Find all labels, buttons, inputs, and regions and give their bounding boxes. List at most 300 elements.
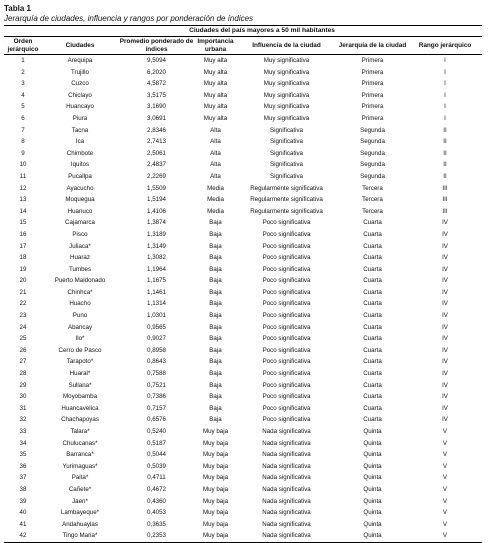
jerarquia-cell: Quinta [363, 428, 382, 435]
importancia-cell: Muy alta [203, 68, 228, 76]
orden-cell: 31 [19, 404, 27, 412]
promedio-cell: 1,0301 [147, 312, 166, 320]
importancia-cell: Muy baja [202, 462, 229, 470]
promedio-cell: 0,4360 [147, 497, 166, 505]
group-header: Ciudades del país mayores a 50 mil habitantes [42, 26, 482, 37]
promedio-cell: 9,5094 [147, 57, 166, 64]
orden-cell: 13 [19, 196, 27, 204]
influencia-cell: Poco significativa [262, 300, 311, 308]
orden-cell: 22 [19, 300, 27, 308]
promedio-cell: 1,3874 [147, 219, 166, 227]
orden-cell: 7 [21, 126, 25, 134]
influencia-cell: Poco significativa [262, 230, 311, 238]
importancia-cell: Muy baja [195, 530, 236, 542]
importancia-cell: Alta [210, 138, 221, 146]
jerarquia-cell: Quinta [363, 474, 382, 482]
influencia-cell: Nada significativa [262, 462, 311, 470]
jerarquia-cell: Cuarta [363, 242, 382, 250]
ciudad-cell: Sullana* [68, 381, 92, 389]
ciudad-cell: Puno [72, 312, 88, 320]
jerarquia-cell: Segunda [360, 138, 385, 146]
table-row [4, 275, 482, 287]
orden-cell: 27 [19, 358, 27, 366]
ciudad-cell: Cañete* [68, 485, 92, 493]
rango-cell: I [444, 68, 446, 76]
table-row [4, 101, 482, 113]
promedio-cell: 0,8958 [147, 346, 166, 354]
rango-cell: IV [442, 254, 448, 262]
promedio-cell: 1,1675 [147, 277, 166, 285]
importancia-cell: Baja [209, 381, 222, 389]
ciudad-cell: Chinhca* [67, 288, 93, 296]
orden-cell: 4 [21, 91, 25, 99]
influencia-cell: Muy significativa [263, 68, 310, 76]
influencia-cell: Poco significativa [262, 358, 311, 366]
ciudad-cell: Yurimaguas* [62, 462, 98, 470]
influencia-cell: Poco significativa [262, 416, 311, 424]
influencia-cell: Nada significativa [262, 509, 311, 517]
rango-cell: II [443, 172, 447, 180]
ciudad-cell: Ayacucho [66, 184, 94, 192]
promedio-cell: 0,3635 [147, 520, 166, 528]
column-header-orden: Orden jerárquico [4, 37, 42, 55]
orden-cell: 34 [19, 439, 27, 447]
table-row [4, 287, 482, 299]
ciudad-cell: Trujillo [71, 68, 89, 76]
ciudad-cell: Ilo* [75, 335, 85, 343]
rango-cell: III [442, 207, 448, 215]
promedio-cell: 4,5872 [147, 80, 166, 88]
jerarquia-cell: Cuarta [363, 230, 382, 238]
importancia-cell: Baja [209, 370, 222, 378]
ciudad-cell: Moyobamba [62, 393, 98, 401]
ciudad-cell: Chiclayo [68, 91, 92, 99]
influencia-cell: Muy significativa [263, 80, 310, 88]
jerarquia-cell: Tercera [362, 196, 383, 204]
ciudad-cell: Moquegua [65, 196, 95, 204]
influencia-cell: Significativa [269, 172, 304, 180]
ciudad-cell: Pisco [72, 230, 88, 238]
table-row [4, 113, 482, 125]
table-row [4, 148, 482, 160]
table-row [4, 252, 482, 264]
influencia-cell: Poco significativa [262, 393, 311, 401]
importancia-cell: Baja [209, 346, 222, 354]
orden-cell: 38 [19, 485, 27, 493]
importancia-cell: Muy alta [203, 91, 228, 99]
orden-cell: 29 [19, 381, 27, 389]
promedio-cell: 1,1461 [147, 288, 166, 296]
promedio-cell: 0,9027 [147, 335, 166, 343]
table-row [4, 55, 482, 67]
influencia-cell: Muy significativa [263, 114, 310, 122]
ciudad-cell: Juliaca* [69, 242, 91, 250]
rango-cell: I [444, 91, 446, 99]
table-row [4, 194, 482, 206]
importancia-cell: Muy baja [202, 474, 229, 482]
column-header-row [4, 37, 482, 55]
importancia-cell: Muy baja [202, 428, 229, 435]
table-row [4, 206, 482, 218]
ciudad-cell: Piura [72, 114, 88, 122]
importancia-cell: Baja [209, 288, 222, 296]
influencia-cell: Poco significativa [262, 323, 311, 331]
table-row [4, 90, 482, 102]
influencia-cell: Poco significativa [262, 404, 311, 412]
influencia-cell: Nada significativa [262, 474, 311, 482]
jerarquia-cell: Primera [361, 114, 384, 122]
jerarquia-cell: Tercera [362, 184, 383, 192]
ciudad-cell: Huacho [69, 300, 91, 308]
orden-cell: 39 [19, 497, 27, 505]
jerarquia-cell: Quinta [363, 462, 382, 470]
promedio-cell: 3,0691 [147, 114, 166, 122]
importancia-cell: Media [207, 184, 224, 192]
promedio-cell: 1,3149 [147, 242, 166, 250]
orden-cell: 23 [19, 312, 27, 320]
promedio-cell: 1,1964 [147, 265, 166, 273]
rango-cell: V [408, 530, 482, 542]
importancia-cell: Baja [209, 358, 222, 366]
jerarquia-cell: Cuarta [363, 393, 382, 401]
jerarquia-cell: Quinta [363, 485, 382, 493]
rango-cell: I [444, 80, 446, 88]
ciudad-cell: Pucallpa [68, 172, 92, 180]
column-header-influencia: Influencia de la ciudad [236, 37, 337, 55]
promedio-cell: 0,5240 [147, 428, 166, 435]
influencia-cell: Nada significativa [236, 530, 337, 542]
rango-cell: IV [442, 370, 448, 378]
ciudad-cell: Barranca* [66, 451, 94, 459]
importancia-cell: Muy baja [202, 485, 229, 493]
importancia-cell: Muy alta [203, 103, 228, 111]
promedio-cell: 1,1314 [147, 300, 166, 308]
jerarquia-cell: Primera [361, 80, 384, 88]
influencia-cell: Poco significativa [262, 370, 311, 378]
ciudad-cell: Jaen* [72, 497, 88, 505]
promedio-cell: 0,2353 [118, 530, 195, 542]
orden-cell: 26 [19, 346, 27, 354]
influencia-cell: Muy significativa [263, 103, 310, 111]
table-row [4, 391, 482, 403]
table-row [4, 472, 482, 484]
ciudad-cell: Huaral* [69, 370, 91, 378]
importancia-cell: Baja [209, 230, 222, 238]
promedio-cell: 1,3189 [147, 230, 166, 238]
importancia-cell: Baja [209, 254, 222, 262]
influencia-cell: Nada significativa [262, 451, 311, 459]
ciudad-cell: Puerto Maldonado [54, 277, 106, 285]
table-row [4, 298, 482, 310]
importancia-cell: Baja [209, 323, 222, 331]
rango-cell: IV [442, 335, 448, 343]
influencia-cell: Poco significativa [262, 346, 311, 354]
influencia-cell: Regularmente significativa [250, 184, 323, 192]
importancia-cell: Baja [209, 312, 222, 320]
jerarquia-cell: Cuarta [363, 254, 382, 262]
promedio-cell: 1,5194 [147, 196, 166, 204]
influencia-cell: Poco significativa [262, 265, 311, 273]
importancia-cell: Muy alta [203, 57, 228, 64]
rango-cell: IV [442, 346, 448, 354]
orden-cell: 2 [21, 68, 25, 76]
ciudad-cell: Chulucanas* [62, 439, 98, 447]
ciudad-cell: Paita* [71, 474, 89, 482]
rango-cell: IV [442, 416, 448, 424]
importancia-cell: Baja [209, 300, 222, 308]
orden-cell: 24 [19, 323, 27, 331]
importancia-cell: Baja [209, 219, 222, 227]
orden-cell: 35 [19, 451, 27, 459]
promedio-cell: 0,7157 [147, 404, 166, 412]
promedio-cell: 6,2020 [147, 68, 166, 76]
influencia-cell: Nada significativa [262, 428, 311, 435]
importancia-cell: Muy alta [203, 114, 228, 122]
rango-cell: V [442, 509, 448, 517]
orden-cell: 33 [19, 428, 27, 435]
table-row [4, 264, 482, 276]
jerarquia-cell: Cuarta [363, 312, 382, 320]
table-label: Tabla 1 [4, 4, 31, 13]
jerarquia-cell: Quinta [363, 520, 382, 528]
table-row [4, 333, 482, 345]
ciudad-cell: Huaraz [70, 254, 90, 262]
importancia-cell: Muy alta [203, 80, 228, 88]
ciudad-cell: Chimbote [66, 149, 94, 157]
ciudad-cell: Cajamarca [65, 219, 95, 227]
orden-cell: 12 [19, 184, 27, 192]
promedio-cell: 0,5187 [147, 439, 166, 447]
influencia-cell: Poco significativa [262, 277, 311, 285]
table-row [4, 496, 482, 508]
orden-cell: 21 [19, 288, 27, 296]
jerarquia-cell: Cuarta [363, 370, 382, 378]
promedio-cell: 1,5509 [147, 184, 166, 192]
promedio-cell: 0,8643 [147, 358, 166, 366]
ciudad-cell: Cerro de Pasco [58, 346, 102, 354]
orden-cell: 15 [19, 219, 27, 227]
table-caption: Jerarquía de ciudades, influencia y rangos por ponderación de índices [4, 14, 254, 23]
ciudad-cell: Arequipa [67, 57, 93, 64]
promedio-cell: 2,7413 [147, 138, 166, 146]
promedio-cell: 0,4672 [147, 485, 166, 493]
rango-cell: V [442, 439, 448, 447]
jerarquia-cell: Primera [361, 68, 384, 76]
jerarquia-cell: Cuarta [363, 404, 382, 412]
rango-cell: IV [442, 288, 448, 296]
orden-cell: 9 [21, 149, 25, 157]
importancia-cell: Media [207, 207, 224, 215]
promedio-cell: 2,2269 [147, 172, 166, 180]
table-row [4, 136, 482, 148]
jerarquia-cell: Cuarta [363, 265, 382, 273]
promedio-cell: 2,8346 [147, 126, 166, 134]
influencia-cell: Regularmente significativa [250, 196, 323, 204]
importancia-cell: Baja [209, 416, 222, 424]
table-row [4, 241, 482, 253]
orden-cell: 19 [19, 265, 27, 273]
ciudad-cell: Tumbes [68, 265, 92, 273]
influencia-cell: Muy significativa [263, 57, 310, 64]
jerarquia-cell: Cuarta [363, 277, 382, 285]
jerarquia-cell: Segunda [360, 172, 385, 180]
importancia-cell: Baja [209, 265, 222, 273]
jerarquia-cell: Primera [361, 91, 384, 99]
promedio-cell: 0,7521 [147, 381, 166, 389]
influencia-cell: Nada significativa [262, 520, 311, 528]
promedio-cell: 0,4053 [147, 509, 166, 517]
table-row [4, 356, 482, 368]
orden-cell: 36 [19, 462, 27, 470]
importancia-cell: Baja [209, 277, 222, 285]
orden-cell: 3 [21, 80, 25, 88]
ciudad-cell: Huanuco [67, 207, 93, 215]
jerarquia-cell: Quinta [363, 439, 382, 447]
rango-cell: II [443, 161, 447, 169]
jerarquia-cell: Segunda [360, 149, 385, 157]
importancia-cell: Media [207, 196, 224, 204]
importancia-cell: Baja [209, 335, 222, 343]
promedio-cell: 3,1690 [147, 103, 166, 111]
promedio-cell: 0,5044 [147, 451, 166, 459]
rango-cell: V [442, 451, 448, 459]
jerarquia-cell: Cuarta [363, 323, 382, 331]
promedio-cell: 2,5061 [147, 149, 166, 157]
rango-cell: IV [442, 323, 448, 331]
importancia-cell: Baja [209, 242, 222, 250]
column-header-promedio: Promedio ponderado de índices [119, 38, 194, 53]
influencia-cell: Poco significativa [262, 335, 311, 343]
orden-cell: 17 [19, 242, 27, 250]
table-row [4, 484, 482, 496]
promedio-cell: 1,3082 [147, 254, 166, 262]
orden-cell: 32 [19, 416, 27, 424]
jerarquia-cell: Quinta [363, 509, 382, 517]
orden-cell: 25 [19, 335, 27, 343]
promedio-cell: 1,4106 [147, 207, 166, 215]
orden-cell: 30 [19, 393, 27, 401]
table-row [4, 78, 482, 90]
rango-cell: V [442, 428, 448, 435]
rango-cell: III [442, 184, 448, 192]
importancia-cell: Muy baja [202, 451, 229, 459]
rango-cell: V [442, 497, 448, 505]
group-header-row [4, 26, 482, 37]
promedio-cell: 2,4837 [147, 161, 166, 169]
orden-cell: 40 [19, 509, 27, 517]
rango-cell: II [443, 149, 447, 157]
ciudad-cell: Tingo Maria* [42, 530, 118, 542]
rango-cell: IV [442, 242, 448, 250]
table-row [4, 217, 482, 229]
influencia-cell: Poco significativa [262, 381, 311, 389]
jerarquia-cell: Tercera [362, 207, 383, 215]
table-row [4, 345, 482, 357]
orden-cell: 37 [19, 474, 27, 482]
ciudad-cell: Tacna [71, 126, 89, 134]
ciudad-cell: Cuzco [71, 80, 89, 88]
importancia-cell: Muy baja [202, 439, 229, 447]
importancia-cell: Alta [210, 126, 221, 134]
rango-cell: I [444, 114, 446, 122]
table-body [4, 55, 482, 543]
importancia-cell: Baja [209, 404, 222, 412]
jerarquia-cell: Quinta [363, 451, 382, 459]
table-row [4, 507, 482, 519]
ciudad-cell: Tarapoto* [66, 358, 94, 366]
orden-cell: 41 [19, 520, 27, 528]
column-header-ciudades: Ciudades [42, 37, 118, 55]
rango-cell: I [444, 57, 446, 64]
importancia-cell: Muy baja [202, 520, 229, 528]
influencia-cell: Significativa [269, 138, 304, 146]
jerarquia-cell: Cuarta [363, 381, 382, 389]
influencia-cell: Poco significativa [262, 312, 311, 320]
column-header-rango: Rango jerárquico [408, 37, 482, 55]
ciudad-cell: Iquitos [70, 161, 90, 169]
influencia-cell: Significativa [269, 126, 304, 134]
ciudad-cell: Talara* [70, 428, 90, 435]
rango-cell: IV [442, 358, 448, 366]
orden-cell: 16 [19, 230, 27, 238]
influencia-cell: Nada significativa [262, 439, 311, 447]
jerarquia-cell: Segunda [360, 161, 385, 169]
orden-cell: 1 [21, 57, 25, 64]
promedio-cell: 3,5175 [147, 91, 166, 99]
jerarquia-cell: Cuarta [363, 416, 382, 424]
rango-cell: IV [442, 300, 448, 308]
table-row [4, 171, 482, 183]
document-page [4, 4, 492, 543]
rango-cell: IV [442, 312, 448, 320]
jerarquia-cell: Quinta [363, 497, 382, 505]
rango-cell: V [442, 462, 448, 470]
importancia-cell: Alta [210, 172, 221, 180]
promedio-cell: 0,4711 [147, 474, 166, 482]
column-header-jerarquia: Jerarquía de la ciudad [337, 37, 408, 55]
promedio-cell: 0,7588 [147, 370, 166, 378]
rango-cell: V [442, 520, 448, 528]
jerarquia-cell: Cuarta [363, 219, 382, 227]
ciudad-cell: Huancavelica [61, 404, 99, 412]
table-row [4, 368, 482, 380]
rango-cell: IV [442, 219, 448, 227]
jerarquia-cell: Cuarta [363, 346, 382, 354]
influencia-cell: Nada significativa [262, 497, 311, 505]
jerarquia-cell: Cuarta [363, 335, 382, 343]
table-row [4, 67, 482, 79]
city-hierarchy-table [4, 25, 482, 543]
promedio-cell: 0,5039 [147, 462, 166, 470]
jerarquia-cell: Primera [361, 57, 384, 64]
influencia-cell: Significativa [269, 161, 304, 169]
orden-cell: 5 [21, 103, 25, 111]
table-row [4, 438, 482, 450]
table-row [4, 380, 482, 392]
jerarquia-cell: Primera [361, 103, 384, 111]
jerarquia-cell: Cuarta [363, 288, 382, 296]
influencia-cell: Poco significativa [262, 242, 311, 250]
table-row [4, 322, 482, 334]
orden-cell: 42 [4, 530, 42, 542]
rango-cell: IV [442, 404, 448, 412]
promedio-cell: 0,7386 [147, 393, 166, 401]
importancia-cell: Muy baja [202, 497, 229, 505]
importancia-cell: Muy baja [202, 509, 229, 517]
influencia-cell: Poco significativa [262, 288, 311, 296]
influencia-cell: Nada significativa [262, 485, 311, 493]
table-row [4, 403, 482, 415]
